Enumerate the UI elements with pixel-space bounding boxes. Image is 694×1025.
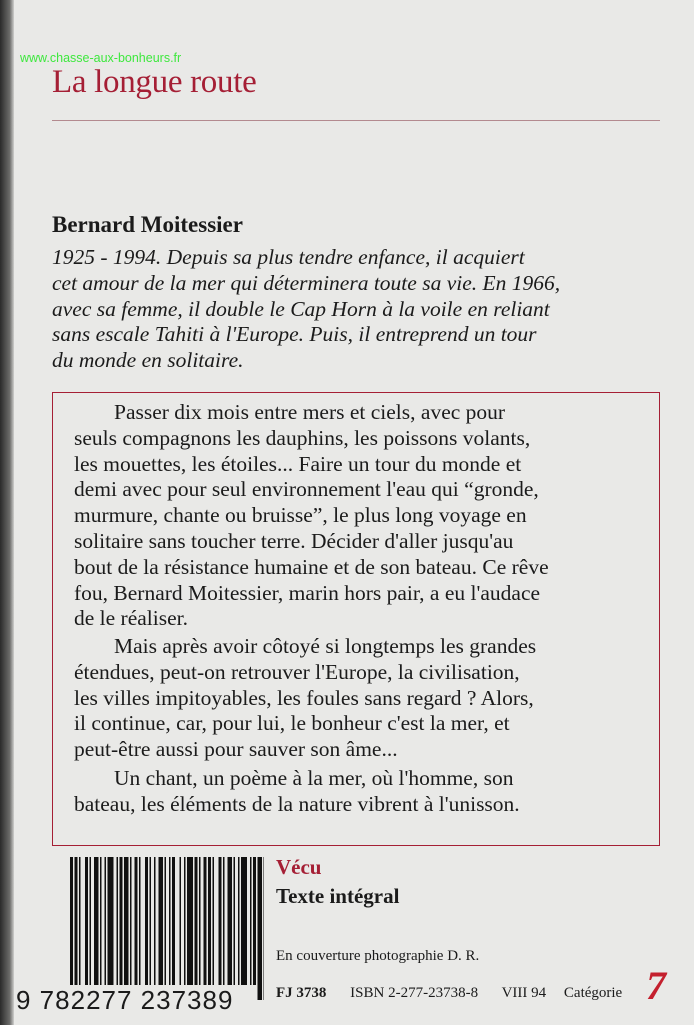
barcode-bar	[204, 857, 207, 985]
barcode-bar	[228, 857, 233, 985]
author-name: Bernard Moitessier	[52, 212, 243, 237]
blurb-line: peut-être aussi pour sauver son âme...	[74, 737, 398, 762]
blurb-line: il continue, car, pour lui, le bonheur c'est la mer, et	[74, 711, 510, 736]
barcode-bar	[234, 857, 236, 985]
barcode-bar	[180, 857, 182, 985]
watermark: www.chasse-aux-bonheurs.fr	[20, 51, 182, 65]
barcode-bar	[154, 857, 156, 985]
blurb-line: bateau, les éléments de la nature vibrent à l'unisson.	[74, 791, 520, 816]
blurb-paragraph-3	[74, 766, 654, 818]
barcode-bar	[264, 857, 265, 1000]
blurb-line: solitaire sans toucher terre. Décider d'aller jusqu'au	[74, 528, 514, 553]
barcode-bar	[184, 857, 186, 985]
barcode-number: 9 782277 237389	[16, 985, 234, 1015]
cover-credit: En couverture photographie D. R.	[276, 948, 480, 964]
blurb-line: seuls compagnons les dauphins, les poissons volants,	[74, 425, 531, 450]
blurb-paragraph-2	[74, 634, 654, 763]
barcode-bar	[145, 857, 148, 985]
author-bio	[52, 245, 560, 374]
barcode-bar	[120, 857, 123, 985]
barcode-bar	[238, 857, 240, 985]
blurb-line: Mais après avoir côtoyé si longtemps les grandes	[114, 634, 537, 658]
blurb-line: Un chant, un poème à la mer, où l'homme, son	[114, 766, 514, 790]
bio-line: sans escale Tahiti à l'Europe. Puis, il entreprend un tour	[52, 322, 537, 347]
barcode-bar	[135, 857, 138, 985]
category-number: 7	[646, 963, 666, 1008]
barcode-bar	[90, 857, 92, 985]
blurb-line: les villes impitoyables, les foules sans regard ? Alors,	[74, 685, 534, 710]
barcode-bar	[208, 857, 211, 985]
barcode-bar	[105, 857, 107, 985]
barcode-bar	[85, 857, 88, 985]
blurb-line: demi avec pour seul environnement l'eau qui “gronde,	[74, 477, 539, 502]
barcode-bar	[75, 857, 78, 1000]
blurb-line: étendues, peut-on retrouver l'Europe, la civilisation,	[74, 659, 520, 684]
barcode-bar	[219, 857, 222, 1000]
barcode-bar	[187, 857, 193, 985]
book-edge	[0, 0, 14, 1025]
barcode-bar	[165, 857, 167, 985]
barcode-bar	[195, 857, 198, 985]
barcode-bar	[213, 857, 215, 1000]
blurb-line: bout de la résistance humaine et de son bateau. Ce rêve	[74, 554, 549, 579]
barcode-bar	[79, 857, 81, 985]
barcode	[70, 857, 264, 1000]
barcode-bar	[108, 857, 114, 985]
edition-label: Texte intégral	[276, 884, 400, 908]
barcode-bar	[172, 857, 175, 985]
barcode-bar	[253, 857, 256, 985]
isbn: ISBN 2-277-23738-8	[350, 985, 479, 1001]
barcode-bar	[150, 857, 152, 985]
barcode-bar	[94, 857, 99, 985]
bio-line: cet amour de la mer qui déterminera toute sa vie. En 1966,	[52, 270, 561, 295]
bio-line: du monde en solitaire.	[52, 348, 244, 373]
print-date: VIII 94	[501, 985, 547, 1001]
barcode-bar	[139, 857, 141, 985]
bio-line: avec sa femme, il double le Cap Horn à la voile en reliant	[52, 296, 550, 321]
bio-line: 1925 - 1994. Depuis sa plus tendre enfance, il acquiert	[52, 245, 525, 269]
footer-info	[276, 985, 642, 1002]
barcode-bar	[258, 857, 263, 1000]
barcode-bar	[130, 857, 132, 985]
reference-code: FJ 3738	[276, 985, 327, 1001]
barcode-bar	[241, 857, 247, 985]
barcode-bar	[124, 857, 129, 985]
blurb-paragraph-1	[74, 400, 654, 632]
blurb-line: les mouettes, les étoiles... Faire un tour du monde et	[74, 451, 522, 476]
category-label: Catégorie	[563, 985, 623, 1001]
barcode-bar	[223, 857, 225, 985]
barcode-bar	[70, 857, 73, 1000]
barcode-bar	[199, 857, 201, 985]
collection-label: Vécu	[276, 855, 322, 879]
book-title: La longue route	[52, 64, 257, 100]
title-rule	[52, 120, 660, 121]
barcode-bar	[250, 857, 252, 985]
barcode-bar	[169, 857, 171, 985]
barcode-bar	[159, 857, 164, 985]
blurb-line: fou, Bernard Moitessier, marin hors pair, a eu l'audace	[74, 580, 541, 605]
barcode-bar	[100, 857, 102, 985]
blurb-line: murmure, chante ou bruisse”, le plus long voyage en	[74, 503, 527, 528]
blurb-line: de le réaliser.	[74, 606, 189, 631]
blurb-line: Passer dix mois entre mers et ciels, avec pour	[114, 400, 506, 424]
barcode-bar	[117, 857, 119, 985]
